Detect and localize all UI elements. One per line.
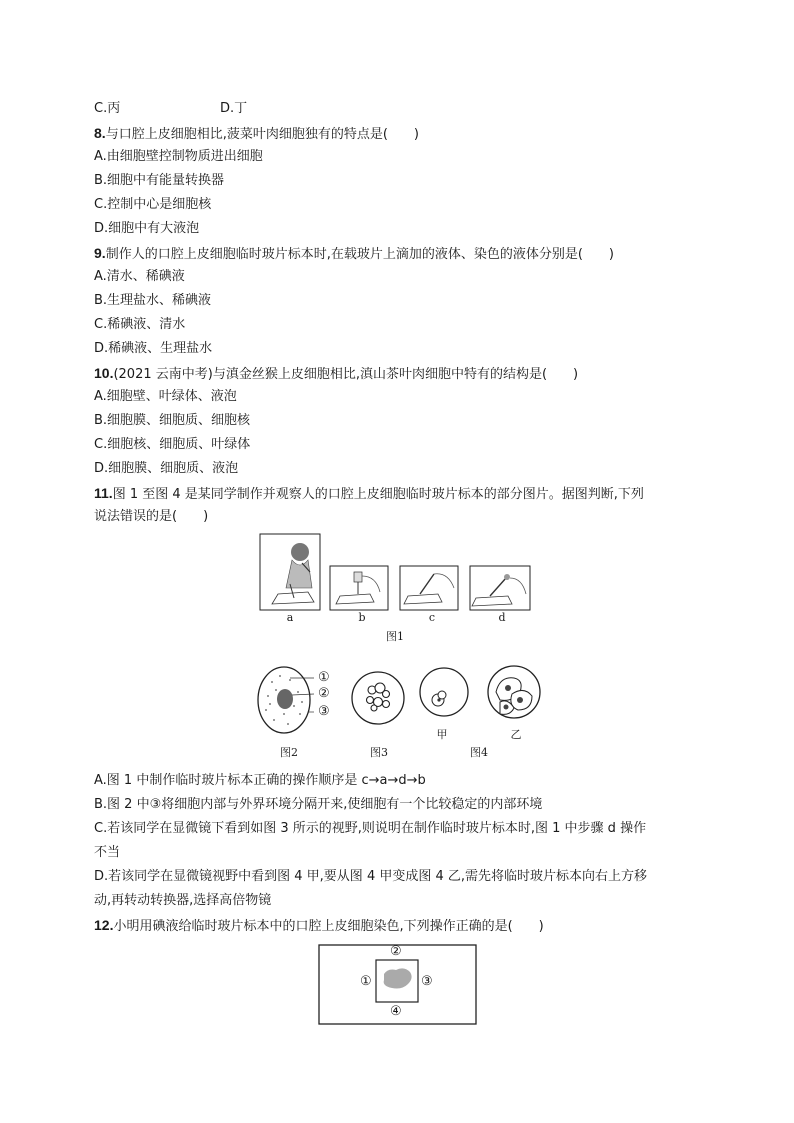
figure-1-panel-c	[400, 566, 458, 610]
question-12-stem: 12.小明用碘液给临时玻片标本中的口腔上皮细胞染色,下列操作正确的是( )	[94, 917, 544, 934]
figure-3-caption: 图3	[370, 746, 388, 759]
q11-option-b: B.图 2 中③将细胞内部与外界环境分隔开来,使细胞有一个比较稳定的内部环境	[94, 797, 543, 812]
figure-3	[350, 670, 406, 726]
figure-4-label-jia: 甲	[436, 728, 448, 741]
q11-option-c: C.若该同学在显微镜下看到如图 3 所示的视野,则说明在制作临时玻片标本时,图 1 中步骤 d 操作	[94, 821, 647, 836]
figure-1-caption: 图1	[386, 630, 404, 643]
q12-marker-1: ①	[360, 974, 372, 989]
q11-option-a: A.图 1 中制作临时玻片标本正确的操作顺序是 c→a→d→b	[94, 773, 426, 788]
figure-4-view-yi	[488, 666, 540, 718]
figure-1-panel-a	[260, 534, 320, 610]
question-11-stem: 11.图 1 至图 4 是某同学制作并观察人的口腔上皮细胞临时玻片标本的部分图片。据图判断,下列	[94, 485, 644, 502]
figure-1	[258, 532, 534, 614]
option-c: C.丙	[94, 101, 121, 116]
figure-4	[416, 662, 544, 724]
figure-2-marker-1: ①	[318, 670, 330, 685]
figure-1-label-c: c	[428, 611, 436, 624]
figure-4-view-jia	[420, 668, 468, 716]
option-d: D.丁	[220, 101, 248, 116]
question-11-stem-cont: 说法错误的是( )	[94, 509, 209, 524]
figure-2-marker-2: ②	[318, 686, 330, 701]
figure-2-caption: 图2	[280, 746, 298, 759]
figure-1-label-a: a	[286, 611, 294, 624]
figure-1-panel-b	[330, 566, 388, 610]
figure-4-label-yi: 乙	[510, 728, 522, 741]
question-10-stem: 10.(2021 云南中考)与滇金丝猴上皮细胞相比,滇山茶叶肉细胞中特有的结构是( )	[94, 365, 579, 382]
q11-option-d: D.若该同学在显微镜视野中看到图 4 甲,要从图 4 甲变成图 4 乙,需先将临时玻片标本向右上方移	[94, 869, 648, 884]
question-8-stem: 8.与口腔上皮细胞相比,菠菜叶肉细胞独有的特点是( )	[94, 125, 419, 142]
q10-option-b: B.细胞膜、细胞质、细胞核	[94, 413, 251, 428]
question-9-stem: 9.制作人的口腔上皮细胞临时玻片标本时,在载玻片上滴加的液体、染色的液体分别是( )	[94, 245, 614, 262]
figure-1-panel-d	[470, 566, 530, 610]
q11-option-c-cont: 不当	[94, 845, 121, 860]
q10-option-a: A.细胞壁、叶绿体、液泡	[94, 389, 237, 404]
q8-option-c: C.控制中心是细胞核	[94, 197, 212, 212]
q12-marker-2: ②	[390, 944, 402, 959]
figure-1-label-b: b	[358, 611, 366, 624]
figure-4-caption: 图4	[470, 746, 488, 759]
q8-option-b: B.细胞中有能量转换器	[94, 173, 225, 188]
q9-option-c: C.稀碘液、清水	[94, 317, 186, 332]
q12-marker-4: ④	[390, 1004, 402, 1019]
q9-option-d: D.稀碘液、生理盐水	[94, 341, 213, 356]
q8-option-a: A.由细胞壁控制物质进出细胞	[94, 149, 263, 164]
figure-2-marker-3: ③	[318, 704, 330, 719]
q10-option-c: C.细胞核、细胞质、叶绿体	[94, 437, 251, 452]
q9-option-a: A.清水、稀碘液	[94, 269, 185, 284]
q9-option-b: B.生理盐水、稀碘液	[94, 293, 212, 308]
figure-1-label-d: d	[498, 611, 506, 624]
q8-option-d: D.细胞中有大液泡	[94, 221, 200, 236]
q10-option-d: D.细胞膜、细胞质、液泡	[94, 461, 239, 476]
q11-option-d-cont: 动,再转动转换器,选择高倍物镜	[94, 893, 272, 908]
q12-marker-3: ③	[421, 974, 433, 989]
